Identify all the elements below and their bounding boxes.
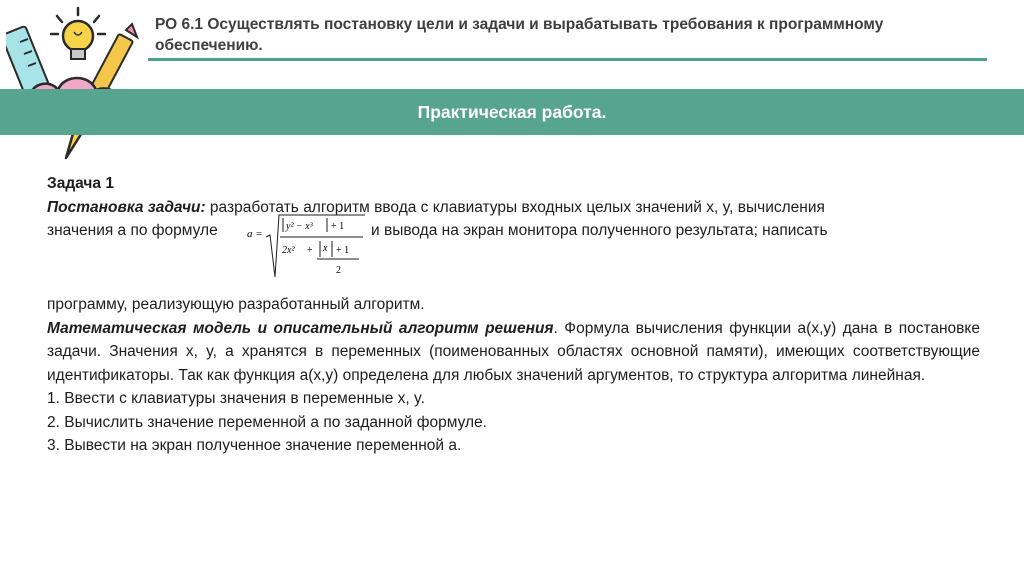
statement-text-2: значения a по формуле: [47, 222, 218, 239]
step-item: 1. Ввести с клавиатуры значения в переменные x, y.: [47, 390, 425, 407]
statement-label: Постановка задачи:: [47, 198, 206, 216]
formula-inner-den: 2: [336, 265, 341, 276]
formula-lhs: a =: [247, 228, 263, 240]
task-content: [47, 172, 980, 458]
statement-text-3: и вывода на экран монитора полученного результата; написать: [371, 222, 828, 239]
section-banner: [0, 89, 1024, 135]
idea-cloud-logo-icon: [6, 4, 141, 162]
header-divider: [148, 58, 987, 61]
formula-line: [47, 219, 980, 276]
task-statement: [47, 196, 980, 220]
model-label: Математическая модель и описательный алгоритм решения: [47, 319, 554, 337]
task-title: Задача 1: [47, 175, 114, 192]
banner-title: Практическая работа.: [417, 102, 607, 122]
step-item: 3. Вывести на экран полученное значение переменной a.: [47, 437, 462, 454]
formula-bottom-a: 2x²: [282, 245, 295, 256]
lightbulb-icon: [63, 21, 93, 59]
page-title: РО 6.1 Осуществлять постановку цели и задачи и вырабатывать требования к программному обеспечению.: [155, 16, 884, 54]
formula-inner-num: x: [323, 243, 328, 254]
formula-image: [247, 213, 367, 283]
statement-text-4: программу, реализующую разработанный алгоритм.: [47, 296, 425, 313]
formula-spacer: [47, 243, 980, 293]
model-text: . Формула вычисления функции a(x,y) дана в постановке задачи. Значения x, y, a хранятся в переменных (поименованных областях основной памяти), имеющих соответствующие идентификаторы. Так как функция a(x,y) определена для любых значений аргументов, то структура алгоритма линейная.: [47, 319, 980, 384]
model-paragraph: [47, 317, 980, 388]
formula-inner-tail: + 1: [336, 245, 350, 256]
formula-bottom-plus: +: [307, 245, 313, 256]
statement-text: разработать алгоритм ввода с клавиатуры входных целых значений x, y, вычисления: [205, 198, 825, 216]
formula-top-tail: + 1: [331, 221, 345, 232]
formula-top-abs: y² − x³: [286, 221, 313, 232]
step-item: 2. Вычислить значение переменной a по заданной формуле.: [47, 413, 487, 431]
